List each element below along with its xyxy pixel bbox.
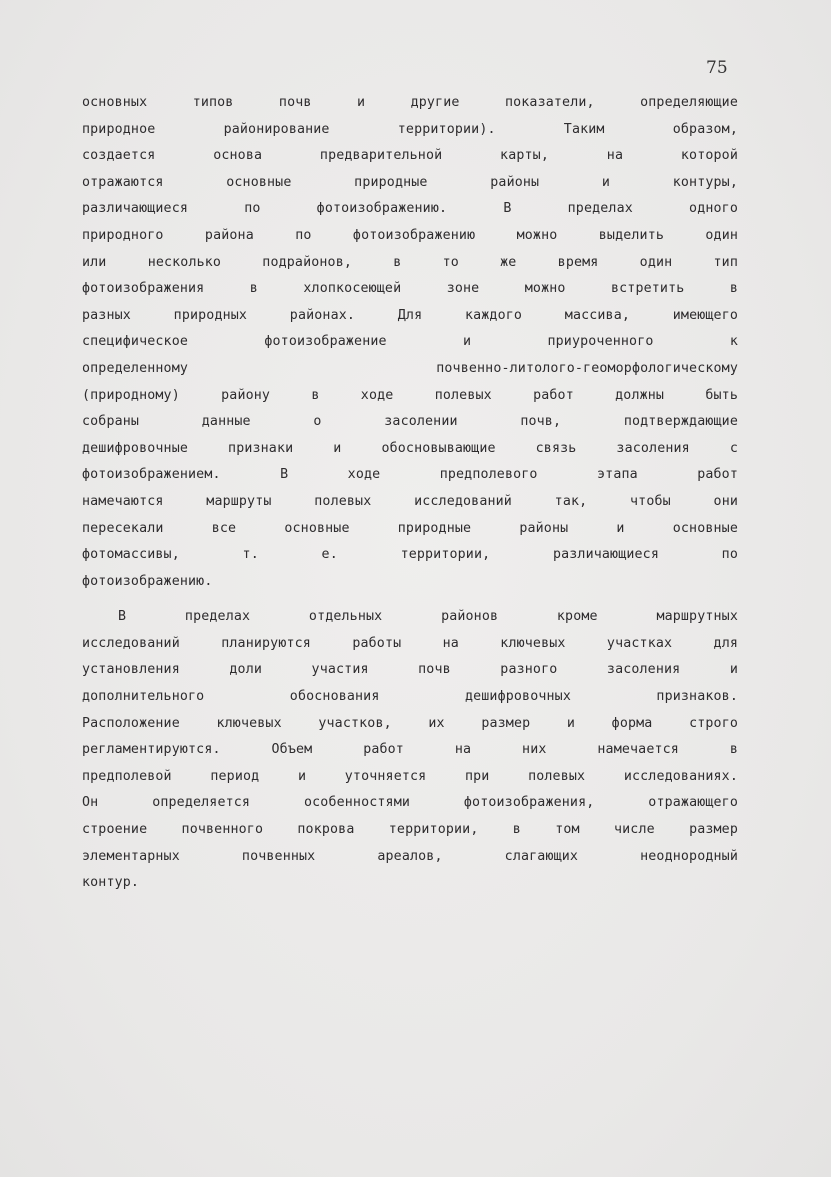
paragraph [82,90,738,595]
text-line: В пределах отдельных районов кроме маршрутных [118,609,738,625]
text-line: фотоизображению. [82,573,213,589]
text-line: собраны данные о засолении почв, подтверждающие [82,414,738,430]
paragraph [82,604,738,897]
page-number: 75 [706,58,728,78]
text-line: (природному) району в ходе полевых работ должны быть [82,387,738,403]
body-text [82,90,738,897]
text-line: установления доли участия почв разного засоления и [82,662,738,678]
text-line: различающиеся по фотоизображению. В пределах одного [82,201,738,217]
text-line: фотоизображения в хлопкосеющей зоне можно встретить в [82,281,738,297]
text-line: основных типов почв и другие показатели, определяющие [82,95,738,110]
text-line: Он определяется особенностями фотоизображения, отражающего [82,795,738,811]
text-line: дешифровочные признаки и обосновывающие связь засоления с [82,440,738,456]
text-line: фотомассивы, т. е. территории, различающиеся по [82,547,738,563]
paragraph-gap [82,595,738,604]
text-line: предполевой период и уточняется при полевых исследованиях. [82,768,738,784]
text-line: Расположение ключевых участков, их размер и форма строго [82,715,738,731]
text-line: природное районирование территории). Таким образом, [82,121,738,137]
text-line: элементарных почвенных ареалов, слагающих неоднородный [82,848,738,864]
text-line: отражаются основные природные районы и контуры, [82,174,738,190]
text-line: строение почвенного покрова территории, в том числе размер [82,822,738,838]
text-line: создается основа предварительной карты, на которой [82,148,738,164]
text-line: разных природных районах. Для каждого массива, имеющего [82,307,738,323]
text-line: намечаются маршруты полевых исследований так, чтобы они [82,493,738,509]
text-line: фотоизображением. В ходе предполевого этапа работ [82,467,738,483]
text-line: пересекали все основные природные районы и основные [82,520,738,536]
text-line: дополнительного обоснования дешифровочных признаков. [82,689,738,705]
text-line: или несколько подрайонов, в то же время один тип [82,254,738,270]
text-line: исследований планируются работы на ключевых участках для [82,635,738,651]
text-line: специфическое фотоизображение и приуроченного к [82,334,738,350]
text-line: контур. [82,875,140,891]
text-line: природного района по фотоизображению можно выделить один [82,227,738,243]
text-line: регламентируются. Объем работ на них намечается в [82,742,738,758]
text-line: определенному почвенно-литолого-геоморфологическому [82,360,738,376]
